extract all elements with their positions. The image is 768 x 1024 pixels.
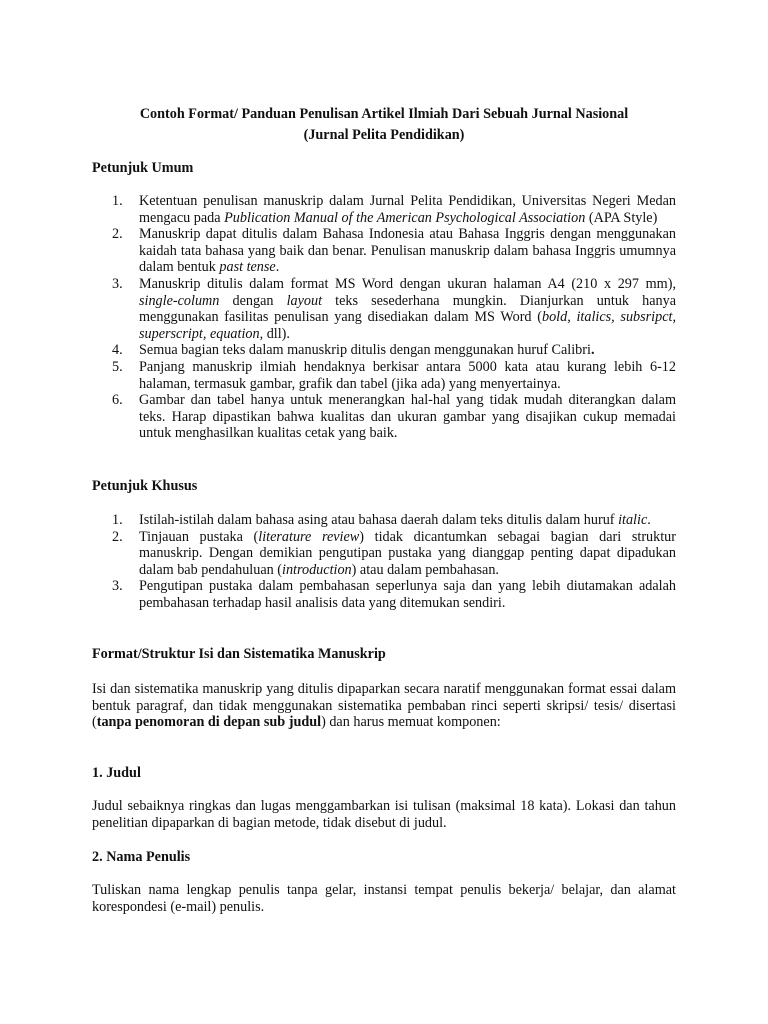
paragraph-judul: Judul sebaiknya ringkas dan lugas menggambarkan isi tulisan (maksimal 18 kata). Lokasi dan tahun penelitian dipaparkan di bagian metode, tidak disebut di judul. [92, 798, 676, 831]
list-item: 1. Istilah-istilah dalam bahasa asing atau bahasa daerah dalam teks ditulis dalam huruf italic. [112, 512, 651, 528]
list-item: 5. Panjang manuskrip ilmiah hendaknya berkisar antara 5000 kata atau kurang lebih 6-12 halaman, termasuk gambar, grafik dan tabel (jika ada) yang menyertainya. [112, 358, 676, 392]
heading-petunjuk-khusus: Petunjuk Khusus [92, 478, 198, 494]
heading-nama-penulis: 2. Nama Penulis [92, 849, 191, 865]
heading-format-struktur: Format/Struktur Isi dan Sistematika Manuskrip [92, 646, 386, 662]
paragraph-nama-penulis: Tuliskan nama lengkap penulis tanpa gelar, instansi tempat penulis bekerja/ belajar, dan alamat korespondesi (e-mail) penulis. [92, 882, 676, 915]
list-item: 2. Tinjauan pustaka (literature review) tidak dicantumkan sebagai bagian dari struktur manuskrip. Dengan demikian pengutipan pustaka yang dianggap penting dapat dipadukan dalam bab pendahuluan (introduction) atau dalam pembahasan. [112, 528, 676, 578]
document-title [92, 104, 676, 146]
list-item: 1. Ketentuan penulisan manuskrip dalam Jurnal Pelita Pendidikan, Universitas Negeri Medan mengacu pada Publication Manual of the American Psychological Association (APA Style) [112, 193, 676, 226]
paragraph-format-struktur: Isi dan sistematika manuskrip yang ditulis dipaparkan secara naratif menggunakan format essai dalam bentuk paragraf, dan tidak menggunakan sistematika pembaban rinci seperti skripsi/ tesis/ disertasi (tanpa penomoran di depan sub judul) dan harus memuat komponen: [92, 681, 676, 731]
title-line-1: Contoh Format/ Panduan Penulisan Artikel Ilmiah Dari Sebuah Jurnal Nasional [139, 106, 629, 122]
list-petunjuk-khusus [112, 512, 676, 612]
title-line-2: (Jurnal Pelita Pendidikan) [303, 127, 465, 143]
heading-judul: 1. Judul [92, 765, 141, 781]
list-item: 3. Manuskrip ditulis dalam format MS Word dengan ukuran halaman A4 (210 x 297 mm), single-column dengan layout teks sesederhana mungkin. Dianjurkan untuk hanya menggunakan fasilitas penulisan yang disediakan dalam MS Word (bold, italics, subsripct, superscript, equation, dll). [112, 275, 676, 342]
list-item: 4. Semua bagian teks dalam manuskrip ditulis dengan menggunakan huruf Calibri. [112, 342, 595, 359]
list-item: 6. Gambar dan tabel hanya untuk menerangkan hal-hal yang tidak mudah diterangkan dalam teks. Harap dipastikan bahwa kualitas dan ukuran gambar yang disajikan cukup memadai untuk menghasilkan kualitas cetak yang baik. [112, 392, 676, 442]
list-item: 3. Pengutipan pustaka dalam pembahasan seperlunya saja dan yang lebih diutamakan adalah pembahasan terhadap hasil analisis data yang ditemukan sendiri. [112, 578, 676, 611]
heading-petunjuk-umum: Petunjuk Umum [92, 160, 194, 176]
list-item: 2. Manuskrip dapat ditulis dalam Bahasa Indonesia atau Bahasa Inggris dengan menggunakan kaidah tata bahasa yang baik dan benar. Penulisan manuskrip dalam bahasa Inggris umumnya dalam bentuk past tense. [112, 226, 676, 276]
list-petunjuk-umum [112, 193, 676, 442]
